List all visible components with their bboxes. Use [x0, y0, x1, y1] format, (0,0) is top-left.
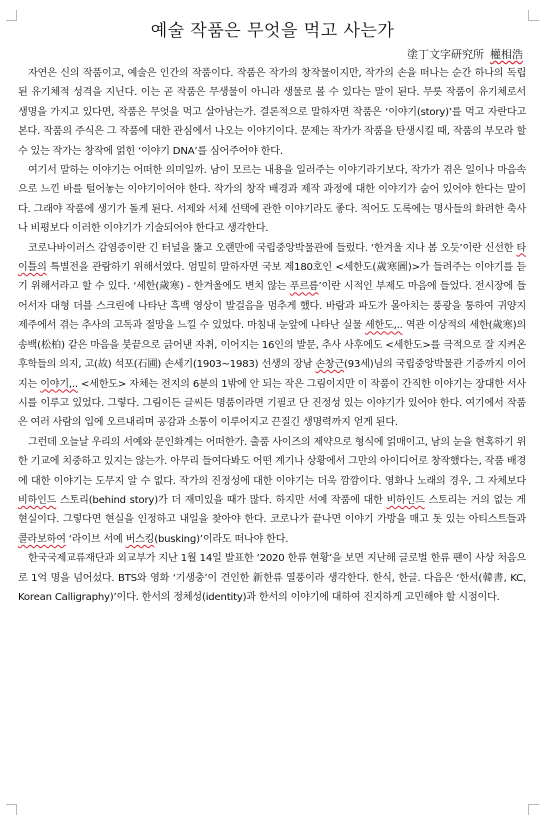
paragraph-text: 특별전을 관람하기 위해서였다. 엄밀히 말하자면 국보 제180호인 <세한도(歲寒圖)>가 들려주는 이야기를 듣기 위해서라고 할 수 있다. ‘세한(歲寒) - 한겨울에도 변치 않는 [18, 262, 526, 293]
paragraph-text: 역관 이상적의 세한(歲寒)의 송백(松柏) 같은 마음을 붓끝으로 긁어낸 자취, 이어지는 16인의 발문, 추사 사후에도 <세한도>를 극적으로 잘 지켜온 후학들의 의지, 고(故) 석포(石圃) 손세기(1903~1983) 선생의 장남 [18, 320, 526, 371]
paragraph-text: 스토리는 거의 없는 게 현실이다. 그렇다면 현실을 인정하고 내일을 찾아야 한다. 코로나가 끝나면 이야기 가방을 매고 돗 있는 아티스트들과 [18, 494, 526, 526]
spellcheck-flagged-word: 콜라보하여 [18, 533, 66, 545]
spellcheck-flagged-word: 버스킹 [125, 533, 155, 545]
spellcheck-flagged-word: 이야기,.. [40, 378, 78, 390]
paragraph-text: (93세)님의 국립중앙박물관 기증까지 이어지는 [18, 359, 526, 390]
byline-organization: 塗丁文字研究所 [407, 48, 484, 61]
paragraph [18, 549, 526, 607]
spellcheck-flagged-word: 세한도,.. [364, 320, 403, 332]
paragraph-text: (busking)’이라도 떠나야 한다. [154, 533, 289, 545]
paragraph-text: 자연은 신의 작품이고, 예술은 인간의 작품이다. 작품은 작가의 창작물이지만, 작가의 손을 떠나는 순간 하나의 독립된 유기체적 성격을 지닌다. 이는 곧 작품은 무생물이 아니라 생물로 볼 수 있다는 말이 된다. 무릇 작품이 유기체로서 생명을 가지고 있다면, 작품은 무엇을 먹고 살아남는가. 결론적으로 말하자면 작품은 ‘이야기(story)’를 먹고 자란다고 본다. 작품의 주식은 그 작품에 대한 관심에서 나오는 이야기이다. 문제는 작가가 작품을 탄생시킬 때, 작품의 부모라 할 수 있는 작가는 창작에 얽힌 ‘이야기 DNA’를 심어주어야 한다. [18, 68, 526, 157]
spellcheck-flagged-word: 비하인드 [18, 494, 57, 506]
page-corner-mark [528, 804, 539, 815]
spellcheck-flagged-word: 푸르름 [289, 281, 319, 293]
paragraph-text: 코로나바이러스 감염증이란 긴 터널을 뚫고 오랜만에 국립중앙박물관에 들렀다. ‘한겨울 지나 봄 오듯’이란 신선한 [28, 242, 517, 254]
paragraph-text: 그런데 오늘날 우리의 서예와 문인화계는 어떠한가. 출품 사이즈의 제약으로 형식에 얽매이고, 남의 눈을 현혹하기 위한 기교에 치중하고 있지는 않는가. 아무리 들여다봐도 어떤 계기나 상황에서 그만의 아이디어로 창작했다는, 작품 배경에 대한 이야기는 도무지 알 수 없다. 작가의 진정성에 대한 이야기는 더욱 깜깜이다. 영화나 노래의 경우, 그 자체보다 [18, 436, 526, 487]
paragraph [18, 239, 526, 433]
spellcheck-flagged-word: 타이틀의 [18, 242, 526, 274]
byline-author: 權相浩 [490, 48, 523, 61]
paragraph-text: ’이란 시적인 부제도 마음에 들었다. 전시장에 들어서자 대형 더블 스크린에 나타난 흑백 영상이 발걸음을 멈추게 했다. 바람과 파도가 몰아치는 풍광을 통하여 귀양지 제주에서 겪는 추사의 고독과 절망을 느낄 수 있었다. 마침내 눈앞에 나타난 실물 [18, 281, 526, 332]
paragraph-text: 스토리(behind story)가 더 재미있을 때가 많다. 하지만 서예 작품에 대한 [56, 494, 387, 506]
spellcheck-flagged-word: 손창근 [315, 359, 345, 371]
byline [407, 46, 523, 62]
paragraph [18, 433, 526, 549]
page-title: 예술 작품은 무엇을 먹고 사는가 [150, 21, 395, 41]
spellcheck-flagged-word: 비하인드 [386, 494, 425, 506]
paragraph-text: <세한도> 자체는 전지의 6분의 1밖에 안 되는 작은 그림이지만 이 작품이 간직한 이야기는 장대한 서사시를 이루고 있었다. 그렇다. 그림이든 글씨든 명품이라면 기필코 단 진정성 있는 이야기가 있어야 한다. 여기에서 작품은 여러 사람의 입에 오르내리며 공감과 소통이 이루어지고 끈질긴 생명력까지 얻게 된다. [18, 378, 526, 429]
paragraph-text: 한국국제교류재단과 외교부가 지난 1월 14일 발표한 ‘2020 한류 현황’을 보면 지난해 글로벌 한류 팬이 사상 처음으로 1억 명을 넘어섰다. BTS와 영화 ‘기생충’이 견인한 新한류 열풍이라 생각한다. 한식, 한글. 다음은 ‘한서(韓書, KC, Korean Calligraphy)’이다. 한서의 정체성(identity)과 한서의 이야기에 대하여 진지하게 고민해야 할 시점이다. [18, 553, 526, 603]
paragraph [18, 161, 526, 239]
paragraph-text: 여기서 말하는 이야기는 어떠한 의미일까. 남이 모르는 내용을 일러주는 이야기라기보다, 작가가 겪은 일이나 마음속으로 느낀 바를 털어놓는 이야기이어야 한다. 작가의 창작 배경과 제작 과정에 대한 이야기가 숨어 있어야 한다는 말이다. 그래야 작품에 생기가 돌게 된다. 서제와 서체 선택에 관한 이야기라도 좋다. 적어도 도록에는 명사들의 화려한 축사나 비평보다 이러한 이야기가 기술되어야 한다고 생각한다. [18, 165, 526, 235]
page-corner-mark [6, 804, 17, 815]
article-body [18, 64, 526, 607]
paragraph [18, 64, 526, 161]
paragraph-text: ‘라이브 서예 [65, 533, 126, 545]
